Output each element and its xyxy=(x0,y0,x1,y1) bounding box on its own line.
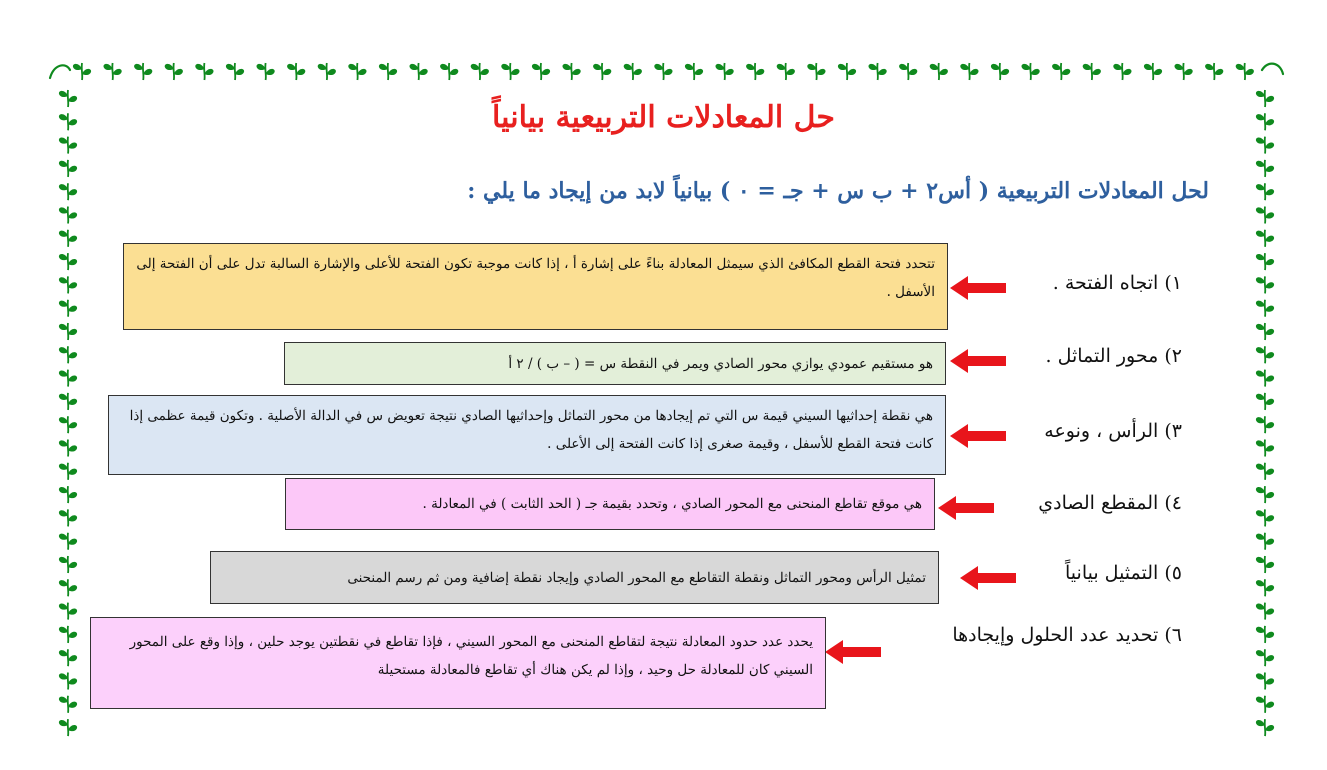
plant-sprout-icon xyxy=(59,486,77,503)
item-label-y-intercept: ٤) المقطع الصادي xyxy=(1038,492,1182,514)
plant-sprout-icon xyxy=(1205,63,1223,80)
plant-sprout-icon xyxy=(1256,603,1274,620)
explanation-box-axis-of-symmetry: هو مستقيم عمودي يوازي محور الصادي ويمر في النقطة س = ( – ب ) / ٢ أ xyxy=(284,342,946,385)
plant-sprout-icon xyxy=(59,346,77,363)
plant-sprout-icon xyxy=(59,556,77,573)
corner-curl-icon xyxy=(1262,64,1283,74)
plant-sprout-icon xyxy=(59,160,77,177)
plant-sprout-icon xyxy=(899,63,917,80)
plant-sprout-icon xyxy=(593,63,611,80)
plant-sprout-icon xyxy=(1256,579,1274,596)
plant-sprout-icon xyxy=(257,63,275,80)
explanation-box-number-of-solutions: يحدد عدد حدود المعادلة نتيجة لتقاطع المنحنى مع المحور السيني ، فإذا تقاطع في نقطتين يوجد حلين ، وإذا وقع على المحور السيني كان للمعادلة حل وحيد ، وإذا لم يكن هناك أي تقاطع فالمعادلة مستحيلة xyxy=(90,617,826,709)
explanation-box-y-intercept: هي موقع تقاطع المنحنى مع المحور الصادي ، وتحدد بقيمة جـ ( الحد الثابت ) في المعادلة . xyxy=(285,478,935,530)
plant-sprout-icon xyxy=(1256,626,1274,643)
plant-sprout-icon xyxy=(379,63,397,80)
plant-sprout-icon xyxy=(1113,63,1131,80)
plant-sprout-icon xyxy=(59,719,77,736)
plant-sprout-icon xyxy=(59,230,77,247)
plant-sprout-icon xyxy=(59,649,77,666)
plant-sprout-icon xyxy=(1256,393,1274,410)
arrow-left-icon xyxy=(950,424,1006,448)
plant-sprout-icon xyxy=(318,63,336,80)
plant-sprout-icon xyxy=(59,416,77,433)
plant-sprout-icon xyxy=(59,440,77,457)
arrow-left-icon xyxy=(960,566,1016,590)
plant-sprout-icon xyxy=(1256,416,1274,433)
plant-sprout-icon xyxy=(1256,183,1274,200)
plant-sprout-icon xyxy=(807,63,825,80)
plant-sprout-icon xyxy=(104,63,122,80)
plant-sprout-icon xyxy=(59,463,77,480)
corner-curl-icon xyxy=(50,65,70,78)
plant-sprout-icon xyxy=(960,63,978,80)
plant-sprout-icon xyxy=(1256,440,1274,457)
plant-sprout-icon xyxy=(1256,346,1274,363)
plant-sprout-icon xyxy=(654,63,672,80)
plant-sprout-icon xyxy=(1256,556,1274,573)
plant-sprout-icon xyxy=(1083,63,1101,80)
plant-sprout-icon xyxy=(777,63,795,80)
plant-sprout-icon xyxy=(1144,63,1162,80)
plant-sprout-icon xyxy=(59,603,77,620)
item-label-graphing: ٥) التمثيل بيانياً xyxy=(1065,562,1182,584)
plant-sprout-icon xyxy=(746,63,764,80)
explanation-box-graphing: تمثيل الرأس ومحور التماثل ونقطة التقاطع مع المحور الصادي وإيجاد نقطة إضافية ومن ثم رسم المنحنى xyxy=(210,551,939,604)
plant-sprout-icon xyxy=(1256,370,1274,387)
plant-sprout-icon xyxy=(1256,696,1274,713)
item-label-number-of-solutions: ٦) تحديد عدد الحلول وإيجادها xyxy=(952,624,1182,646)
plant-sprout-icon xyxy=(624,63,642,80)
plant-sprout-icon xyxy=(410,63,428,80)
plant-sprout-icon xyxy=(838,63,856,80)
plant-sprout-icon xyxy=(685,63,703,80)
arrow-left-icon xyxy=(938,496,994,520)
plant-sprout-icon xyxy=(532,63,550,80)
plant-sprout-icon xyxy=(59,300,77,317)
plant-sprout-icon xyxy=(1256,649,1274,666)
page-subtitle: لحل المعادلات التربيعية ( أس٢ + ب س + جـ = ٠ ) بيانياً لابد من إيجاد ما يلي : xyxy=(467,178,1209,204)
plant-sprout-icon xyxy=(59,207,77,224)
page-title: حل المعادلات التربيعية بيانياً xyxy=(492,100,835,135)
plant-sprout-icon xyxy=(1256,253,1274,270)
plant-sprout-icon xyxy=(165,63,183,80)
plant-sprout-icon xyxy=(1236,63,1254,80)
plant-sprout-icon xyxy=(563,63,581,80)
item-label-opening-direction: ١) اتجاه الفتحة . xyxy=(1052,272,1182,294)
plant-sprout-icon xyxy=(440,63,458,80)
plant-sprout-icon xyxy=(226,63,244,80)
plant-sprout-icon xyxy=(1052,63,1070,80)
plant-sprout-icon xyxy=(1022,63,1040,80)
plant-sprout-icon xyxy=(59,579,77,596)
plant-sprout-icon xyxy=(59,533,77,550)
plant-sprout-icon xyxy=(869,63,887,80)
arrow-left-icon xyxy=(950,349,1006,373)
plant-sprout-icon xyxy=(1256,463,1274,480)
plant-sprout-icon xyxy=(1256,230,1274,247)
plant-sprout-icon xyxy=(1256,276,1274,293)
plant-sprout-icon xyxy=(59,626,77,643)
plant-sprout-icon xyxy=(1175,63,1193,80)
plant-sprout-icon xyxy=(1256,137,1274,154)
arrow-left-icon xyxy=(950,276,1006,300)
explanation-box-vertex-and-type: هي نقطة إحداثيها السيني قيمة س التي تم إيجادها من محور التماثل وإحداثيها الصادي نتيجة تعويض س في الدالة الأصلية . وتكون قيمة عظمى إذا كانت فتحة القطع للأسفل ، وقيمة صغرى إذا كانت الفتحة إلى الأعلى . xyxy=(108,395,946,475)
plant-sprout-icon xyxy=(1256,160,1274,177)
plant-sprout-icon xyxy=(1256,719,1274,736)
item-label-axis-of-symmetry: ٢) محور التماثل . xyxy=(1045,345,1182,367)
item-label-vertex-and-type: ٣) الرأس ، ونوعه xyxy=(1044,420,1182,442)
plant-sprout-icon xyxy=(195,63,213,80)
plant-sprout-icon xyxy=(134,63,152,80)
plant-sprout-icon xyxy=(1256,207,1274,224)
plant-sprout-icon xyxy=(59,370,77,387)
plant-sprout-icon xyxy=(59,276,77,293)
plant-sprout-icon xyxy=(1256,673,1274,690)
arrow-left-icon xyxy=(825,640,881,664)
plant-sprout-icon xyxy=(348,63,366,80)
plant-sprout-icon xyxy=(471,63,489,80)
plant-sprout-icon xyxy=(59,393,77,410)
plant-sprout-icon xyxy=(1256,486,1274,503)
plant-sprout-icon xyxy=(59,673,77,690)
plant-sprout-icon xyxy=(59,696,77,713)
plant-sprout-icon xyxy=(930,63,948,80)
plant-sprout-icon xyxy=(287,63,305,80)
plant-sprout-icon xyxy=(1256,323,1274,340)
plant-sprout-icon xyxy=(59,509,77,526)
explanation-box-opening-direction: تتحدد فتحة القطع المكافئ الذي سيمثل المعادلة بناءً على إشارة أ ، إذا كانت موجبة تكون الفتحة للأعلى والإشارة السالبة تدل على أن الفتحة إلى الأسفل . xyxy=(123,243,948,330)
plant-sprout-icon xyxy=(716,63,734,80)
plant-sprout-icon xyxy=(1256,533,1274,550)
plant-sprout-icon xyxy=(59,323,77,340)
plant-sprout-icon xyxy=(501,63,519,80)
plant-sprout-icon xyxy=(59,137,77,154)
plant-sprout-icon xyxy=(991,63,1009,80)
plant-sprout-icon xyxy=(59,253,77,270)
plant-sprout-icon xyxy=(73,63,91,80)
plant-sprout-icon xyxy=(1256,300,1274,317)
plant-sprout-icon xyxy=(1256,509,1274,526)
plant-sprout-icon xyxy=(59,183,77,200)
